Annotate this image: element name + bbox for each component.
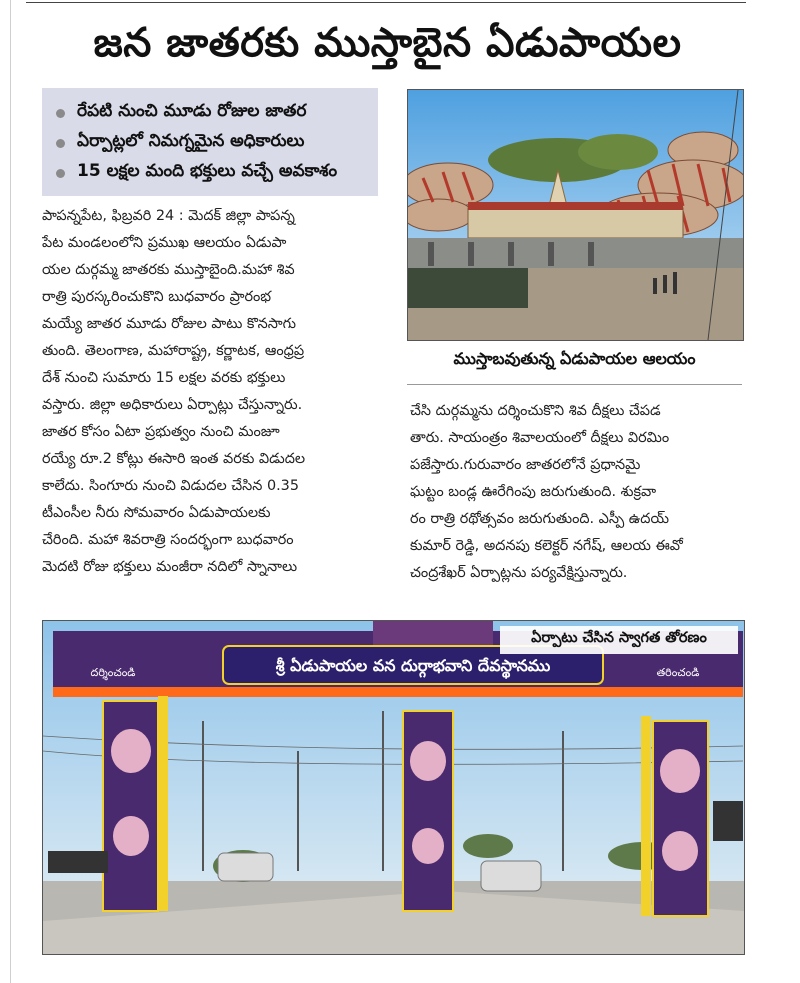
arch-side-text-left: దర్శించండి (90, 666, 136, 679)
body-line: దేశ్ నుంచి సుమారు 15 లక్షల వరకు భక్తులు (42, 370, 286, 386)
body-line: రయ్యే రూ.2 కోట్లు ఈసారి ఇంత వరకు విడుదల (42, 451, 306, 467)
bullet-dot-icon (56, 139, 65, 148)
welcome-arch-photo (42, 620, 745, 955)
temple-photo-caption: ముస్తాబవుతున్న ఏడుపాయల ఆలయం (453, 348, 696, 368)
bullet-dot-icon (56, 169, 65, 178)
body-line: రాత్రి పురస్కరించుకొని బుధవారం ప్రారంభ (42, 289, 272, 305)
body-line: ఘట్టం బండ్ల ఊరేగింపు జరుగుతుంది. శుక్రవా (410, 484, 657, 500)
body-line: జాతర కోసం ఏటా ప్రభుత్వం నుంచి మంజూ (42, 424, 280, 440)
highlight-item (52, 98, 368, 128)
highlight-item (52, 128, 368, 158)
body-line: మయ్యే జాతర మూడు రోజుల పాటు కొనసాగు (42, 316, 296, 332)
page-left-margin-rule (10, 0, 11, 983)
bullet-dot-icon (56, 109, 65, 118)
arch-photo-caption: ఏర్పాటు చేసిన స్వాగత తోరణం (500, 626, 738, 654)
body-line: పాపన్నపేట, ఫిబ్రవరి 24 : మెదక్ జిల్లా పాపన్న (42, 208, 295, 224)
highlight-text: ఏర్పాట్లలో నిమగ్నమైన అధికారులు (77, 131, 305, 151)
body-line: రం రాత్రి రథోత్సవం జరుగుతుంది. ఎస్పీ ఉదయ్ (410, 511, 669, 527)
arch-side-text-right: తరించండి (656, 666, 700, 679)
body-line: పేట మండలంలోని ప్రముఖ ఆలయం ఏడుపా (42, 235, 287, 251)
body-line: చేరింది. మహా శివరాత్రి సందర్భంగా బుధవారం (42, 532, 294, 548)
highlight-text: రేపటి నుంచి మూడు రోజుల జాతర (77, 101, 307, 121)
highlights-box (42, 88, 378, 196)
body-line: టీఎంసీల నీరు సోమవారం ఏడుపాయలకు (42, 505, 271, 521)
body-line: చేసి దుర్గమ్మను దర్శించుకొని శివ దీక్షలు చేపడ (410, 403, 661, 419)
highlight-text: 15 లక్షల మంది భక్తులు వచ్చే అవకాశం (77, 161, 338, 181)
body-line: వస్తారు. జిల్లా అధికారులు ఏర్పాట్లు చేస్తున్నారు. (42, 397, 303, 413)
body-line: మెదటి రోజు భక్తులు మంజీరా నదిలో స్నానాలు (42, 559, 298, 575)
temple-photo (407, 89, 744, 341)
highlight-item (52, 158, 368, 188)
body-line: కుమార్ రెడ్డి, అదనపు కలెక్టర్ నగేష్, ఆలయ ఈవో (410, 538, 683, 554)
body-line: చంద్రశేఖర్ ఏర్పాట్లను పర్యవేక్షిస్తున్నారు. (410, 565, 628, 581)
body-line: పజేస్తారు.గురువారం జాతరలోనే ప్రధానమై (410, 457, 641, 473)
article-body-right-column (410, 398, 740, 587)
welcome-arch-illustration (43, 621, 744, 954)
caption-divider (407, 384, 742, 385)
body-line: తారు. సాయంత్రం శివాలయంలో దీక్షలు విరమిం (410, 430, 670, 446)
body-line: యల దుర్గమ్మ జాతరకు ముస్తాబైంది.మహా శివ (42, 262, 295, 278)
arch-banner-text: శ్రీ ఏడుపాయల వన దుర్గాభవాని దేవస్థానము (275, 656, 551, 675)
page-top-rule (26, 2, 746, 3)
article-body-left-column (42, 203, 378, 581)
temple-illustration (408, 90, 743, 340)
article-headline: జన జాతరకు ముస్తాబైన ఏడుపాయల (93, 20, 682, 66)
body-line: తుంది. తెలంగాణ, మహారాష్ట్ర, కర్ణాటక, ఆంధ్రప్ర (42, 343, 305, 359)
body-line: కాలేదు. సింగూరు నుంచి విడుదల చేసిన 0.35 (42, 478, 299, 494)
